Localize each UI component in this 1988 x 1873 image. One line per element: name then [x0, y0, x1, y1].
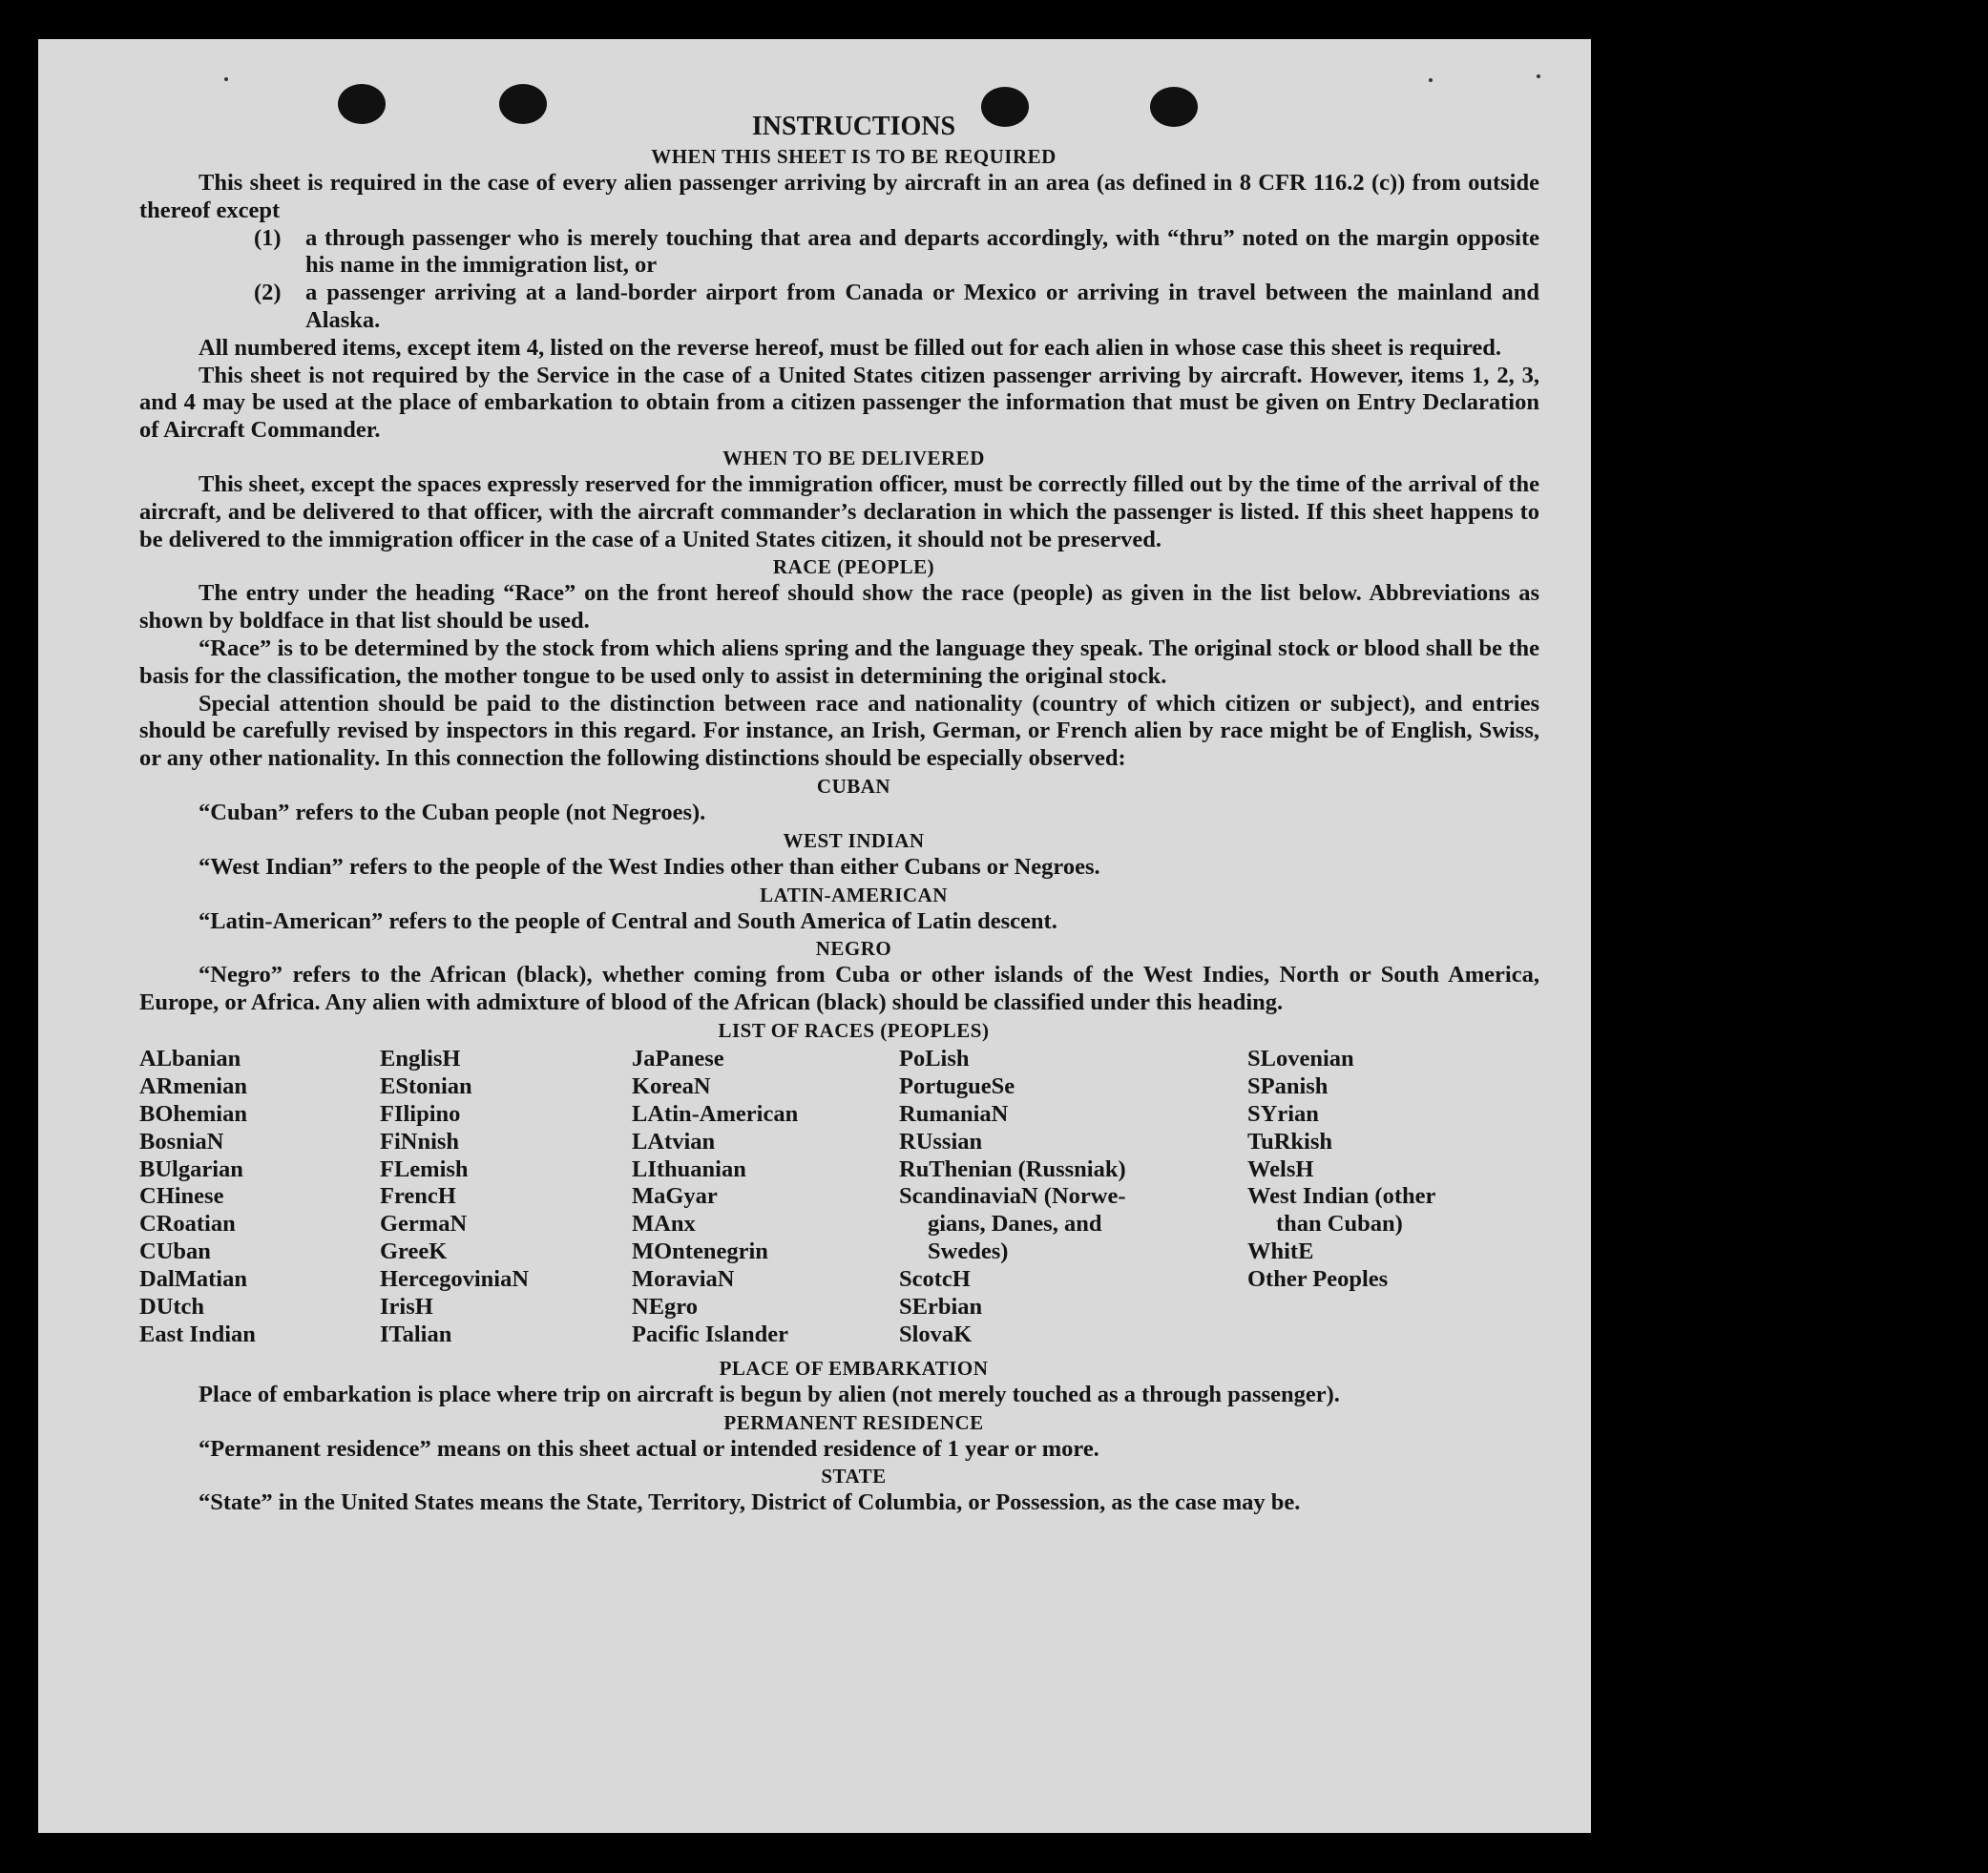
race-entry: EStonian — [380, 1072, 472, 1099]
race-entry: West Indian (other — [1247, 1183, 1436, 1210]
paragraph: This sheet, except the spaces expressly reserved for the immigration officer, must be correctly filled out by the time of the arrival of the aircraft, and be delivered to that officer, with the aircraft commander’s declaration in which the passenger is listed. If this sheet happens to be delivered to the immigration officer in the case of a United States citizen, it should not be preserved. — [139, 470, 1539, 552]
race-entry: BosniaN — [139, 1128, 224, 1155]
section-heading-race: RACE (PEOPLE) — [772, 555, 935, 579]
race-entry: WelsH — [1247, 1155, 1314, 1182]
paragraph: This sheet is required in the case of every alien passenger arriving by aircraft in an area (as defined in 8 CFR 116.2 (c)) from outside thereof except — [139, 170, 1539, 223]
race-entry: CRoatian — [139, 1211, 236, 1238]
section-heading-latin-american: LATIN-AMERICAN — [760, 883, 948, 906]
race-entry: MaGyar — [632, 1183, 718, 1210]
races-column — [1247, 1046, 1534, 1349]
races-column — [899, 1046, 1247, 1349]
race-entry: Other Peoples — [1247, 1266, 1389, 1293]
section-heading-required: WHEN THIS SHEET IS TO BE REQUIRED — [651, 145, 1057, 168]
races-column — [380, 1046, 632, 1349]
paragraph: “Cuban” refers to the Cuban people (not Negroes). — [199, 799, 706, 825]
race-entry: GreeK — [380, 1238, 448, 1265]
race-entry: RUssian — [899, 1128, 983, 1155]
race-entry: LAtvian — [632, 1128, 716, 1155]
paragraph: “Permanent residence” means on this sheet actual or intended residence of 1 year or more. — [199, 1435, 1099, 1462]
race-entry: ScandinaviaN (Norwe- — [899, 1183, 1126, 1210]
list-item — [254, 280, 1539, 335]
paragraph: “Latin-American” refers to the people of Central and South America of Latin descent. — [199, 907, 1057, 934]
scan-speck — [1429, 78, 1433, 82]
race-entry: LIthuanian — [632, 1155, 746, 1182]
paragraph: “Race” is to be determined by the stock from which aliens spring and the language they speak. The original stock or blood shall be the basis for the classification, the mother tongue to be used only to assist in determining the original stock. — [139, 635, 1539, 689]
paragraph: Place of embarkation is place where trip on aircraft is begun by alien (not merely touched as a through passenger). — [199, 1381, 1340, 1407]
race-entry: gians, Danes, and — [928, 1211, 1102, 1238]
race-entry: PortugueSe — [899, 1072, 1015, 1099]
section-heading-delivered: WHEN TO BE DELIVERED — [722, 446, 985, 469]
race-entry: DUtch — [139, 1294, 205, 1321]
race-entry: Pacific Islander — [632, 1321, 788, 1347]
scan-speck — [224, 77, 228, 81]
page-title: INSTRUCTIONS — [751, 112, 956, 141]
race-entry: SPanish — [1247, 1072, 1329, 1099]
instructions-page — [139, 111, 1539, 1517]
race-entry: EnglisH — [380, 1045, 461, 1072]
item-number: (1) — [254, 224, 282, 251]
race-entry: MOntenegrin — [632, 1238, 768, 1265]
race-entry: RuThenian (Russniak) — [899, 1155, 1126, 1182]
race-entry: SLovenian — [1247, 1045, 1354, 1072]
race-entry: GermaN — [380, 1211, 468, 1238]
section-heading-state: STATE — [821, 1465, 887, 1488]
race-entry: MAnx — [632, 1211, 696, 1238]
paragraph: “Negro” refers to the African (black), whether coming from Cuba or other islands of the West Indies, North or South America, Europe, or Africa. Any alien with admixture of blood of the African (black) should be classified under this heading. — [139, 962, 1539, 1016]
race-entry: East Indian — [139, 1321, 256, 1347]
race-entry: WhitE — [1247, 1238, 1314, 1265]
section-heading-embarkation: PLACE OF EMBARKATION — [719, 1356, 989, 1380]
section-heading-residence: PERMANENT RESIDENCE — [723, 1410, 984, 1434]
race-entry: SErbian — [899, 1294, 983, 1321]
paragraph: “West Indian” refers to the people of the West Indies other than either Cubans or Negroes. — [199, 853, 1100, 880]
race-entry: LAtin-American — [632, 1100, 799, 1127]
paragraph: “State” in the United States means the State, Territory, District of Columbia, or Possession, as the case may be. — [199, 1489, 1301, 1516]
scan-speck — [1537, 74, 1540, 78]
race-entry: FIlipino — [380, 1100, 461, 1127]
race-entry: DalMatian — [139, 1266, 247, 1293]
paragraph: This sheet is not required by the Service in the case of a United States citizen passenger arriving by aircraft. However, items 1, 2, 3, and 4 may be used at the place of embarkation to obtain from a citizen passenger the information that must be given on Entry Declaration of Aircraft Commander. — [139, 362, 1539, 444]
race-entry: HercegoviniaN — [380, 1266, 530, 1293]
document-sheet — [38, 39, 1591, 1833]
race-entry: ARmenian — [139, 1072, 247, 1099]
race-entry: FLemish — [380, 1155, 469, 1182]
race-entry: Swedes) — [928, 1238, 1009, 1265]
item-number: (2) — [254, 280, 282, 306]
races-list — [139, 1046, 1539, 1349]
race-entry: NEgro — [632, 1294, 698, 1321]
race-entry: KoreaN — [632, 1072, 711, 1099]
race-entry: ALbanian — [139, 1045, 241, 1072]
section-heading-west-indian: WEST INDIAN — [783, 828, 925, 852]
race-entry: CHinese — [139, 1183, 224, 1210]
race-entry: IrisH — [380, 1294, 433, 1321]
race-entry: BUlgarian — [139, 1155, 243, 1182]
races-column — [632, 1046, 899, 1349]
race-entry: ScotcH — [899, 1266, 971, 1293]
paragraph: All numbered items, except item 4, listed on the reverse hereof, must be filled out for each alien in whose case this sheet is required. — [199, 334, 1502, 361]
race-entry: ITalian — [380, 1321, 452, 1347]
race-entry: PoLish — [899, 1045, 970, 1072]
race-entry: FrencH — [380, 1183, 456, 1210]
race-entry: MoraviaN — [632, 1266, 735, 1293]
list-item — [254, 225, 1539, 281]
item-text: a through passenger who is merely touching that area and departs accordingly, with “thru” noted on the margin opposite his name in the immigration list, or — [305, 224, 1539, 279]
race-entry: FiNnish — [380, 1128, 460, 1155]
paragraph: Special attention should be paid to the distinction between race and nationality (country of which citizen or subject), and entries should be carefully revised by inspectors in this regard. For instance, an Irish, German, or French alien by race might be of English, Swiss, or any other nationality. In this connection the following distinctions should be especially observed: — [139, 690, 1539, 772]
section-heading-negro: NEGRO — [815, 937, 892, 961]
section-heading-cuban: CUBAN — [816, 774, 891, 798]
race-entry: SYrian — [1247, 1100, 1319, 1127]
race-entry: than Cuban) — [1276, 1211, 1403, 1238]
race-entry: SlovaK — [899, 1321, 973, 1347]
race-entry: JaPanese — [632, 1045, 724, 1072]
races-column — [139, 1046, 380, 1349]
race-entry: BOhemian — [139, 1100, 247, 1127]
section-heading-races-list: LIST OF RACES (PEOPLES) — [718, 1018, 990, 1042]
race-entry: CUban — [139, 1238, 211, 1265]
race-entry: RumaniaN — [899, 1100, 1009, 1127]
race-entry: TuRkish — [1247, 1128, 1333, 1155]
paragraph: The entry under the heading “Race” on the front hereof should show the race (people) as given in the list below. Abbreviations as shown by boldface in that list should be used. — [139, 580, 1539, 635]
item-text: a passenger arriving at a land-border airport from Canada or Mexico or arriving in travel between the mainland and Alaska. — [305, 280, 1539, 333]
